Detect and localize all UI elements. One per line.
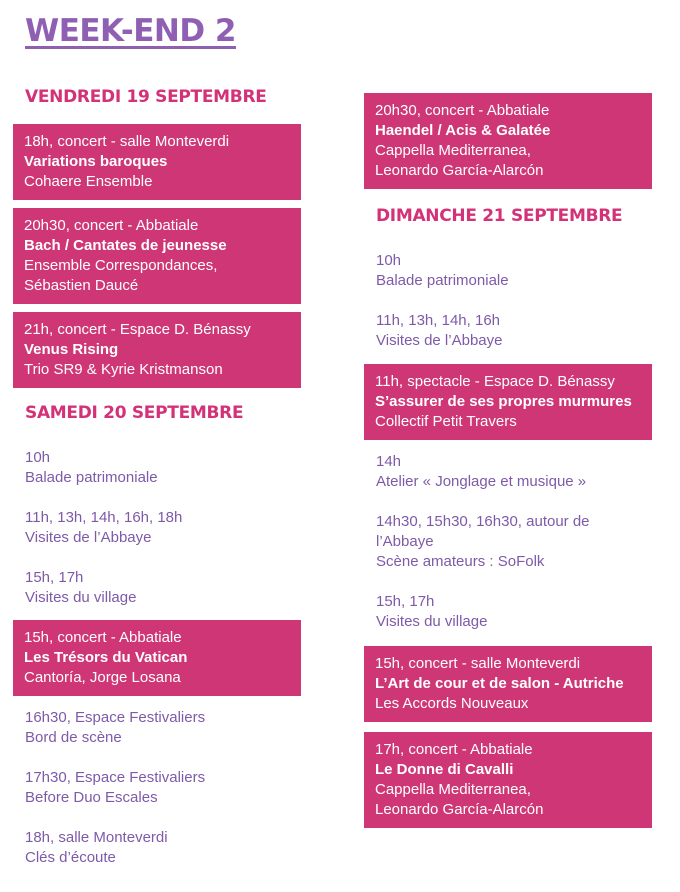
item-title: Bord de scène bbox=[25, 729, 122, 746]
list-item bbox=[13, 708, 301, 748]
event-line: Trio SR9 & Kyrie Kristmanson bbox=[24, 361, 223, 378]
list-item bbox=[13, 448, 301, 488]
event-title: Variations baroques bbox=[24, 153, 168, 170]
event-title: Les Trésors du Vatican bbox=[24, 649, 188, 666]
event-card[interactable] bbox=[364, 93, 652, 189]
event-card[interactable] bbox=[13, 312, 301, 388]
list-item bbox=[364, 311, 652, 351]
item-title: Visites du village bbox=[376, 613, 488, 630]
item-time: 10h bbox=[25, 449, 51, 466]
event-time: 17h, concert - Abbatiale bbox=[375, 741, 533, 758]
day-heading-saturday: SAMEDI 20 SEPTEMBRE bbox=[25, 403, 244, 423]
item-time: 11h, 13h, 14h, 16h bbox=[376, 312, 500, 329]
event-line: Cappella Mediterranea, bbox=[375, 142, 531, 159]
list-item bbox=[13, 768, 301, 808]
item-time: 15h, 17h bbox=[25, 569, 84, 586]
event-time: 21h, concert - Espace D. Bénassy bbox=[24, 321, 251, 338]
list-item bbox=[364, 452, 652, 492]
event-time: 11h, spectacle - Espace D. Bénassy bbox=[375, 373, 615, 390]
item-time: 10h bbox=[376, 252, 402, 269]
item-title: Scène amateurs : SoFolk bbox=[376, 553, 545, 570]
item-time: 11h, 13h, 14h, 16h, 18h bbox=[25, 509, 183, 526]
event-time: 15h, concert - Abbatiale bbox=[24, 629, 182, 646]
event-time: 15h, concert - salle Monteverdi bbox=[375, 655, 581, 672]
event-card[interactable] bbox=[364, 732, 652, 828]
event-card[interactable] bbox=[13, 124, 301, 200]
event-title: Venus Rising bbox=[24, 341, 119, 358]
event-line: Cantoría, Jorge Losana bbox=[24, 669, 181, 686]
item-time: 16h30, Espace Festivaliers bbox=[25, 709, 206, 726]
event-title: Le Donne di Cavalli bbox=[375, 761, 514, 778]
event-title: S’assurer de ses propres murmures bbox=[375, 393, 632, 410]
event-card[interactable] bbox=[13, 208, 301, 304]
event-line: Ensemble Correspondances, bbox=[24, 257, 218, 274]
right-column bbox=[364, 93, 652, 836]
item-time: 17h30, Espace Festivaliers bbox=[25, 769, 206, 786]
event-time: 18h, concert - salle Monteverdi bbox=[24, 133, 230, 150]
list-item bbox=[364, 592, 652, 632]
list-item bbox=[364, 251, 652, 291]
event-time: 20h30, concert - Abbatiale bbox=[375, 102, 550, 119]
item-title: Atelier « Jonglage et musique » bbox=[376, 473, 587, 490]
item-time: 14h bbox=[376, 453, 402, 470]
event-title: L’Art de cour et de salon - Autriche bbox=[375, 675, 624, 692]
event-line: Cappella Mediterranea, bbox=[375, 781, 531, 798]
event-line: Leonardo García-Alarcón bbox=[375, 801, 544, 818]
event-line: Collectif Petit Travers bbox=[375, 413, 517, 430]
list-item bbox=[13, 828, 301, 868]
event-line: Cohaere Ensemble bbox=[24, 173, 153, 190]
item-title: Before Duo Escales bbox=[25, 789, 158, 806]
day-heading-friday: VENDREDI 19 SEPTEMBRE bbox=[25, 87, 267, 107]
event-line: Leonardo García-Alarcón bbox=[375, 162, 544, 179]
item-title: Visites de l’Abbaye bbox=[25, 529, 152, 546]
event-time: 20h30, concert - Abbatiale bbox=[24, 217, 199, 234]
list-item bbox=[364, 512, 652, 572]
event-card[interactable] bbox=[13, 620, 301, 696]
item-title: Balade patrimoniale bbox=[376, 272, 509, 289]
event-card[interactable] bbox=[364, 364, 652, 440]
item-title: Visites du village bbox=[25, 589, 137, 606]
item-time: 14h30, 15h30, 16h30, autour de l’Abbaye bbox=[376, 513, 590, 550]
event-title: Haendel / Acis & Galatée bbox=[375, 122, 551, 139]
event-line: Sébastien Daucé bbox=[24, 277, 139, 294]
page-title: WEEK-END 2 bbox=[25, 13, 236, 49]
event-title: Bach / Cantates de jeunesse bbox=[24, 237, 227, 254]
item-title: Visites de l’Abbaye bbox=[376, 332, 503, 349]
event-line: Les Accords Nouveaux bbox=[375, 695, 529, 712]
left-column bbox=[13, 86, 301, 868]
day-heading-sunday: DIMANCHE 21 SEPTEMBRE bbox=[376, 206, 623, 226]
item-title: Clés d’écoute bbox=[25, 849, 116, 866]
item-time: 15h, 17h bbox=[376, 593, 435, 610]
item-title: Balade patrimoniale bbox=[25, 469, 158, 486]
list-item bbox=[13, 508, 301, 548]
event-card[interactable] bbox=[364, 646, 652, 722]
item-time: 18h, salle Monteverdi bbox=[25, 829, 168, 846]
list-item bbox=[13, 568, 301, 608]
